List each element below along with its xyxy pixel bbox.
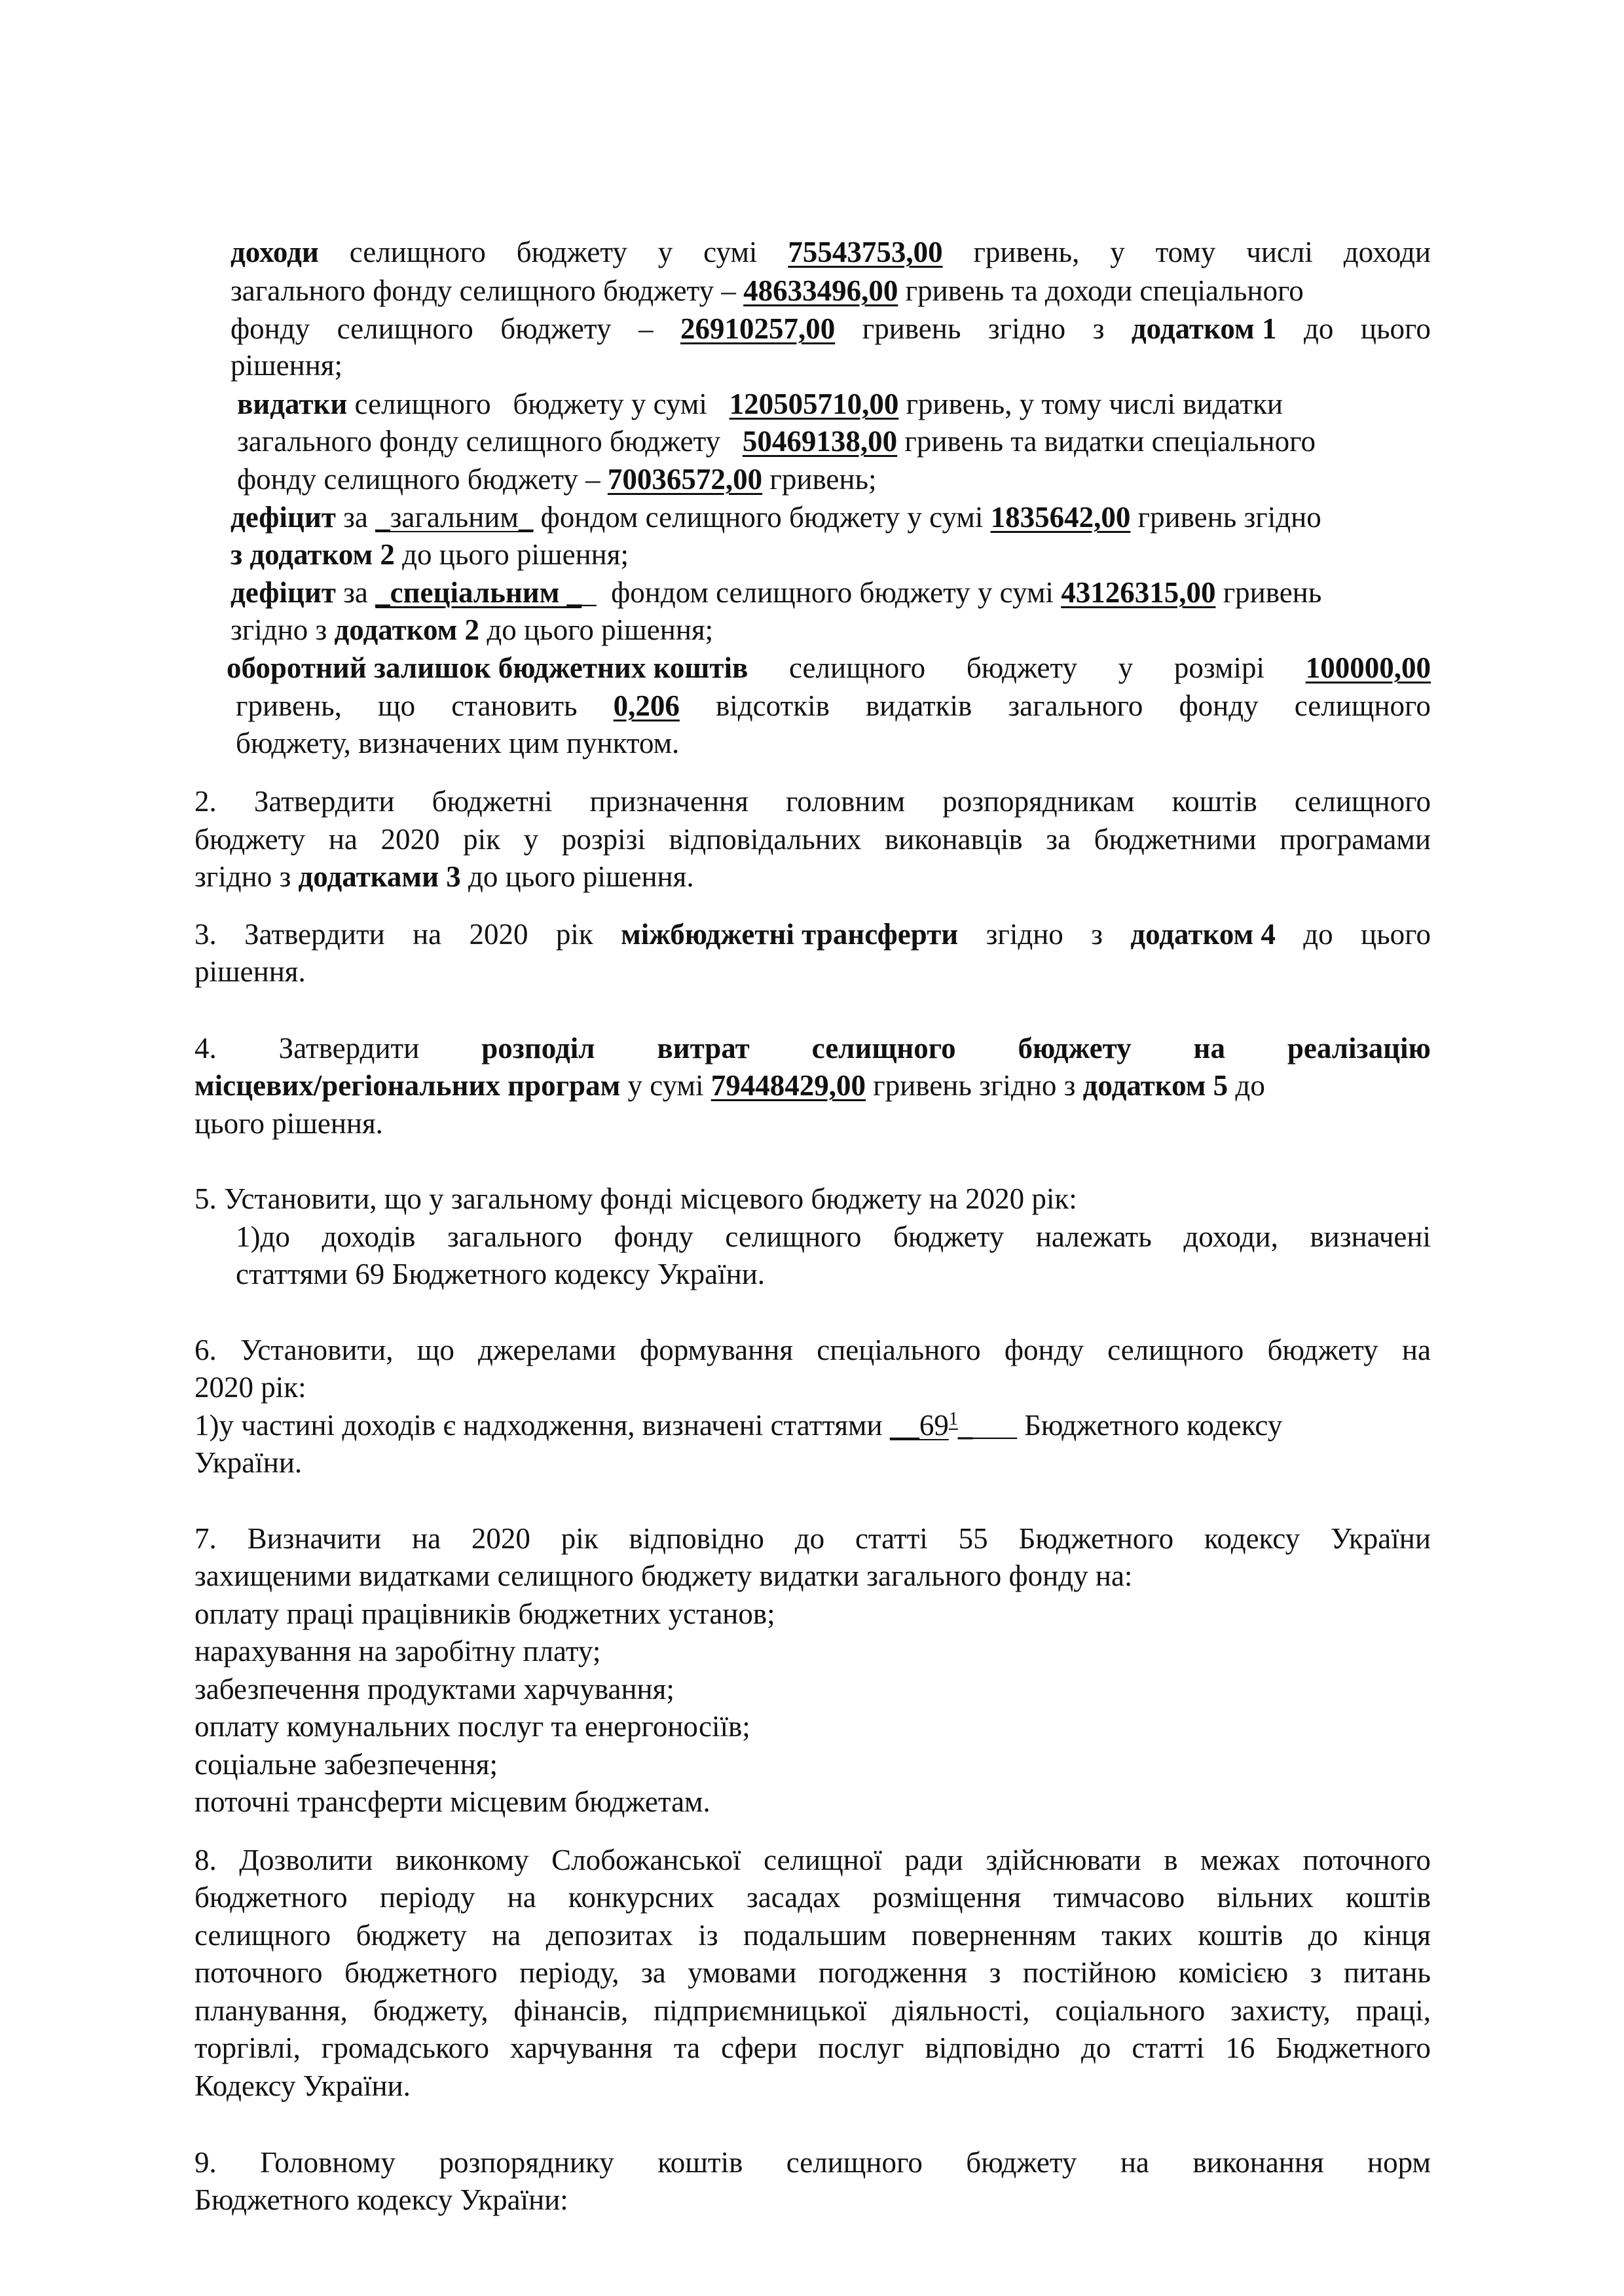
section-number: 8. <box>194 1844 217 1876</box>
expenses-total-amount: 120505710,00 <box>729 388 899 420</box>
expenses-general-fund-amount: 50469138,00 <box>742 425 898 458</box>
superscript: 1 <box>948 1409 958 1429</box>
deficit-general-line-1: дефіцит за _загальним_ фондом селищного бюджету у сумі 1835642,00 гривень згідно <box>231 501 1321 534</box>
section-8-line-5: планування, бюджету, фінансів, підприємницької діяльності, соціального захисту, праці, <box>194 1994 1431 2027</box>
section-6-line-1: 6. Установити, що джерелами формування спеціального фонду селищного бюджету на <box>194 1331 1431 1369</box>
section-8-line-7: Кодексу України. <box>194 2069 411 2102</box>
deficit-general-amount: 1835642,00 <box>990 501 1131 534</box>
section-8-line-2: бюджетного періоду на конкурсних засадах розміщення тимчасово вільних коштів <box>194 1881 1431 1914</box>
deficit-special-amount: 43126315,00 <box>1061 576 1216 609</box>
section-7-line-1: 7. Визначити на 2020 рік відповідно до статті 55 Бюджетного кодексу України <box>194 1520 1431 1558</box>
section-number: 4. <box>194 1032 217 1065</box>
expenses-line-3: фонду селищного бюджету – 70036572,00 гривень; <box>237 463 877 496</box>
programs-amount: 79448429,00 <box>710 1069 866 1102</box>
section-8-line-1: 8. Дозволити виконкому Слобожанської селищної ради здійснювати в межах поточного <box>194 1841 1431 1879</box>
section-3-line-2: рішення. <box>194 955 306 988</box>
deficit-special-line-2: згідно з додатком 2 до цього рішення; <box>231 613 714 646</box>
section-4-line-2: місцевих/регіональних програм у сумі 79448429,00 гривень згідно з додатком 5 до <box>194 1069 1265 1102</box>
income-special-fund-amount: 26910257,00 <box>680 312 836 345</box>
section-4-line-3: цього рішення. <box>194 1107 383 1140</box>
working-balance-percent: 0,206 <box>613 689 680 722</box>
section-5-line-1: 5. Установити, що у загальному фонді місцевого бюджету на 2020 рік: <box>194 1182 1077 1215</box>
section-9-line-2: Бюджетного кодексу України: <box>194 2183 568 2216</box>
income-line-4: рішення; <box>231 349 342 382</box>
protected-expense-item: оплату праці працівників бюджетних установ; <box>194 1597 775 1630</box>
appendix-ref: з додатком 2 <box>231 538 395 571</box>
section-6-line-4: України. <box>194 1446 303 1479</box>
appendix-ref: додатком 2 <box>334 613 480 646</box>
section-2-line-3: згідно з додатками 3 до цього рішення. <box>194 860 694 893</box>
section-8-line-6: торгівлі, громадського харчування та сфери послуг відповідно до статті 16 Бюджетного <box>194 2032 1431 2064</box>
section-number: 2. <box>194 785 217 818</box>
term-expenses: видатки <box>237 388 348 420</box>
section-2-line-1: 2. Затвердити бюджетні призначення головним розпорядникам коштів селищного <box>194 782 1431 820</box>
expenses-line-1: видатки селищного бюджету у сумі 120505710,00 гривень, у тому числі видатки <box>237 388 1283 420</box>
expenses-line-2: загального фонду селищного бюджету 50469138,00 гривень та видатки спеціального <box>237 425 1316 458</box>
income-line-1: доходи селищного бюджету у сумі 75543753,00 гривень, у тому числі доходи <box>231 233 1431 271</box>
income-total-amount: 75543753,00 <box>788 236 943 268</box>
section-number: 9. <box>194 2146 217 2179</box>
protected-expense-item: поточні трансферти місцевим бюджетам. <box>194 1785 710 1818</box>
section-3-line-1: 3. Затвердити на 2020 рік міжбюджетні трансферти згідно з додатком 4 до цього <box>194 915 1431 953</box>
reserve-line-2: гривень, що становить 0,206 відсотків видатків загального фонду селищного <box>236 687 1431 725</box>
protected-expense-item: оплату комунальних послуг та енергоносіїв; <box>194 1710 750 1743</box>
reserve-line-3: бюджету, визначених цим пунктом. <box>236 727 680 759</box>
working-balance-amount: 100000,00 <box>1305 651 1431 684</box>
section-8-line-3: селищного бюджету на депозитах із подальшим поверненням таких коштів до кінця <box>194 1919 1431 1952</box>
protected-expense-item: забезпечення продуктами харчування; <box>194 1673 674 1705</box>
section-number: 7. <box>194 1522 217 1555</box>
section-6-line-2: 2020 рік: <box>194 1371 306 1404</box>
section-number: 3. <box>194 918 217 951</box>
protected-expense-item: нарахування на заробітну плату; <box>194 1635 601 1667</box>
income-general-fund-amount: 48633496,00 <box>743 274 898 307</box>
deficit-special-line-1: дефіцит за _спеціальним __ фондом селищного бюджету у сумі 43126315,00 гривень <box>231 576 1322 609</box>
section-5-line-3: статтями 69 Бюджетного кодексу України. <box>236 1258 766 1290</box>
protected-expense-item: соціальне забезпечення; <box>194 1748 498 1781</box>
appendix-ref: додатками 3 <box>298 860 461 893</box>
appendix-ref: додатком 5 <box>1082 1069 1228 1102</box>
term-working-balance: оборотний залишок бюджетних коштів <box>227 651 748 684</box>
term-deficit: дефіцит <box>231 576 336 609</box>
section-5-line-2: 1)до доходів загального фонду селищного бюджету належать доходи, визначені <box>236 1220 1431 1253</box>
term-transfers: міжбюджетні трансферти <box>621 918 959 951</box>
section-2-line-2: бюджету на 2020 рік у розрізі відповідальних виконавців за бюджетними програмами <box>194 823 1431 856</box>
term-deficit: дефіцит <box>231 501 336 534</box>
appendix-ref: додатком 4 <box>1130 918 1276 951</box>
deficit-general-line-2: з додатком 2 до цього рішення; <box>231 538 629 571</box>
income-line-2: загального фонду селищного бюджету – 48633496,00 гривень та доходи спеціального <box>231 274 1304 307</box>
section-6-line-3: 1)у частині доходів є надходження, визначені статтями $\_\_69^1\_\_\_\_$ Бюджетного кодексу <box>194 1409 1283 1442</box>
term-income: доходи <box>231 236 319 268</box>
section-7-line-2: захищеними видатками селищного бюджету видатки загального фонду на: <box>194 1559 1133 1592</box>
term-programs: місцевих/регіональних програм <box>194 1069 621 1102</box>
expenses-special-fund-amount: 70036572,00 <box>607 463 763 496</box>
appendix-ref: додатком 1 <box>1131 312 1277 345</box>
reserve-line-1: оборотний залишок бюджетних коштів селищного бюджету у розмірі 100000,00 <box>227 649 1431 687</box>
section-number: 6. <box>194 1334 217 1366</box>
income-line-3: фонду селищного бюджету – 26910257,00 гривень згідно з додатком 1 до цього <box>231 310 1431 348</box>
section-8-line-4: поточного бюджетного періоду, за умовами погодження з постійною комісією з питань <box>194 1956 1431 1989</box>
section-9-line-1: 9. Головному розпоряднику коштів селищного бюджету на виконання норм <box>194 2143 1431 2181</box>
section-4-line-1: 4. Затвердити розподіл витрат селищного бюджету на реалізацію <box>194 1029 1431 1067</box>
